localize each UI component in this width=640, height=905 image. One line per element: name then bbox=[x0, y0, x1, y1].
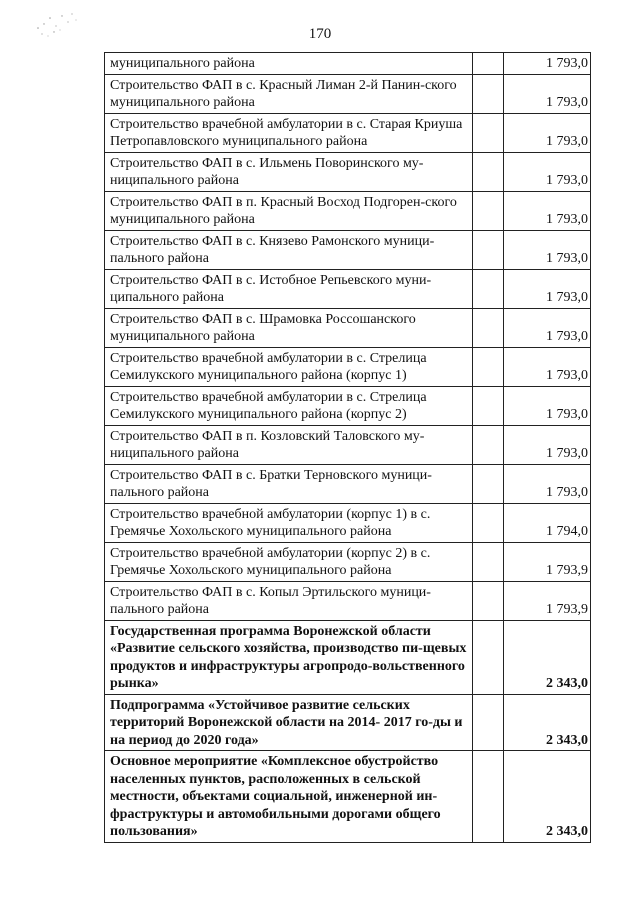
table-row bbox=[105, 503, 591, 542]
table-row bbox=[105, 694, 591, 751]
table-row bbox=[105, 269, 591, 308]
table-row bbox=[105, 620, 591, 694]
row-empty-cell bbox=[472, 347, 503, 386]
row-amount-cell: 1 793,0 bbox=[504, 425, 591, 464]
table-row bbox=[105, 751, 591, 843]
row-name-cell: Строительство ФАП в с. Ильмень Поворинского му-ниципального района bbox=[105, 152, 473, 191]
row-amount-cell: 1 793,0 bbox=[504, 74, 591, 113]
row-name-cell: Подпрограмма «Устойчивое развитие сельских территорий Воронежской области на 2014- 2017 го-ды и на период до 2020 года» bbox=[105, 694, 473, 751]
table-row bbox=[105, 152, 591, 191]
table-row bbox=[105, 191, 591, 230]
row-amount-cell: 1 793,0 bbox=[504, 269, 591, 308]
row-name-cell: Строительство ФАП в с. Шрамовка Россошанского муниципального района bbox=[105, 308, 473, 347]
row-name-cell: Строительство ФАП в с. Копыл Эртильского муници-пального района bbox=[105, 581, 473, 620]
row-name-cell: муниципального района bbox=[105, 53, 473, 75]
row-empty-cell bbox=[472, 191, 503, 230]
table-row bbox=[105, 74, 591, 113]
row-amount-cell: 2 343,0 bbox=[504, 620, 591, 694]
row-name-cell: Строительство ФАП в с. Красный Лиман 2-й Панин-ского муниципального района bbox=[105, 74, 473, 113]
row-name-cell: Строительство ФАП в с. Истобное Репьевского муни-ципального района bbox=[105, 269, 473, 308]
row-name-cell: Строительство ФАП в с. Братки Терновского муници-пального района bbox=[105, 464, 473, 503]
row-empty-cell bbox=[472, 464, 503, 503]
row-name-cell: Строительство врачебной амбулатории (корпус 1) в с. Гремячье Хохольского муниципального района bbox=[105, 503, 473, 542]
row-amount-cell: 1 793,0 bbox=[504, 230, 591, 269]
row-name-cell: Строительство ФАП в с. Князево Рамонского муници-пального района bbox=[105, 230, 473, 269]
row-empty-cell bbox=[472, 113, 503, 152]
table-row bbox=[105, 308, 591, 347]
row-amount-cell: 1 793,0 bbox=[504, 386, 591, 425]
row-amount-cell: 1 793,9 bbox=[504, 581, 591, 620]
row-amount-cell: 1 793,9 bbox=[504, 542, 591, 581]
row-amount-cell: 1 793,0 bbox=[504, 347, 591, 386]
budget-table-body bbox=[105, 53, 591, 843]
table-row bbox=[105, 113, 591, 152]
row-amount-cell: 1 793,0 bbox=[504, 152, 591, 191]
budget-table bbox=[104, 52, 591, 843]
row-amount-cell: 1 793,0 bbox=[504, 191, 591, 230]
row-name-cell: Строительство врачебной амбулатории в с. Стрелица Семилукского муниципального района (корпус 2) bbox=[105, 386, 473, 425]
row-amount-cell: 2 343,0 bbox=[504, 751, 591, 843]
row-name-cell: Строительство ФАП в п. Красный Восход Подгорен-ского муниципального района bbox=[105, 191, 473, 230]
table-row bbox=[105, 347, 591, 386]
row-amount-cell: 1 793,0 bbox=[504, 464, 591, 503]
row-name-cell: Государственная программа Воронежской области «Развитие сельского хозяйства, производство пи-щевых продуктов и инфраструктуры агропродо-вольственного рынка» bbox=[105, 620, 473, 694]
row-name-cell: Строительство врачебной амбулатории в с. Старая Криуша Петропавловского муниципального района bbox=[105, 113, 473, 152]
row-amount-cell: 1 794,0 bbox=[504, 503, 591, 542]
row-name-cell: Строительство врачебной амбулатории (корпус 2) в с. Гремячье Хохольского муниципального района bbox=[105, 542, 473, 581]
row-amount-cell: 2 343,0 bbox=[504, 694, 591, 751]
row-empty-cell bbox=[472, 620, 503, 694]
row-amount-cell: 1 793,0 bbox=[504, 53, 591, 75]
table-row bbox=[105, 425, 591, 464]
row-name-cell: Основное мероприятие «Комплексное обустройство населенных пунктов, расположенных в сельской местности, объектами социальной, инженерной ин-фраструктуры и автомобильными дорогами общего пользования» bbox=[105, 751, 473, 843]
row-empty-cell bbox=[472, 694, 503, 751]
row-empty-cell bbox=[472, 308, 503, 347]
row-empty-cell bbox=[472, 542, 503, 581]
row-amount-cell: 1 793,0 bbox=[504, 308, 591, 347]
row-amount-cell: 1 793,0 bbox=[504, 113, 591, 152]
row-empty-cell bbox=[472, 230, 503, 269]
row-empty-cell bbox=[472, 74, 503, 113]
row-empty-cell bbox=[472, 152, 503, 191]
row-name-cell: Строительство ФАП в п. Козловский Таловского му-ниципального района bbox=[105, 425, 473, 464]
table-row bbox=[105, 230, 591, 269]
row-empty-cell bbox=[472, 269, 503, 308]
page-number: 170 bbox=[308, 26, 332, 42]
row-name-cell: Строительство врачебной амбулатории в с. Стрелица Семилукского муниципального района (корпус 1) bbox=[105, 347, 473, 386]
row-empty-cell bbox=[472, 425, 503, 464]
row-empty-cell bbox=[472, 751, 503, 843]
row-empty-cell bbox=[472, 503, 503, 542]
table-row bbox=[105, 464, 591, 503]
row-empty-cell bbox=[472, 581, 503, 620]
table-row bbox=[105, 542, 591, 581]
table-row bbox=[105, 581, 591, 620]
row-empty-cell bbox=[472, 53, 503, 75]
table-row bbox=[105, 53, 591, 75]
table-row bbox=[105, 386, 591, 425]
row-empty-cell bbox=[472, 386, 503, 425]
